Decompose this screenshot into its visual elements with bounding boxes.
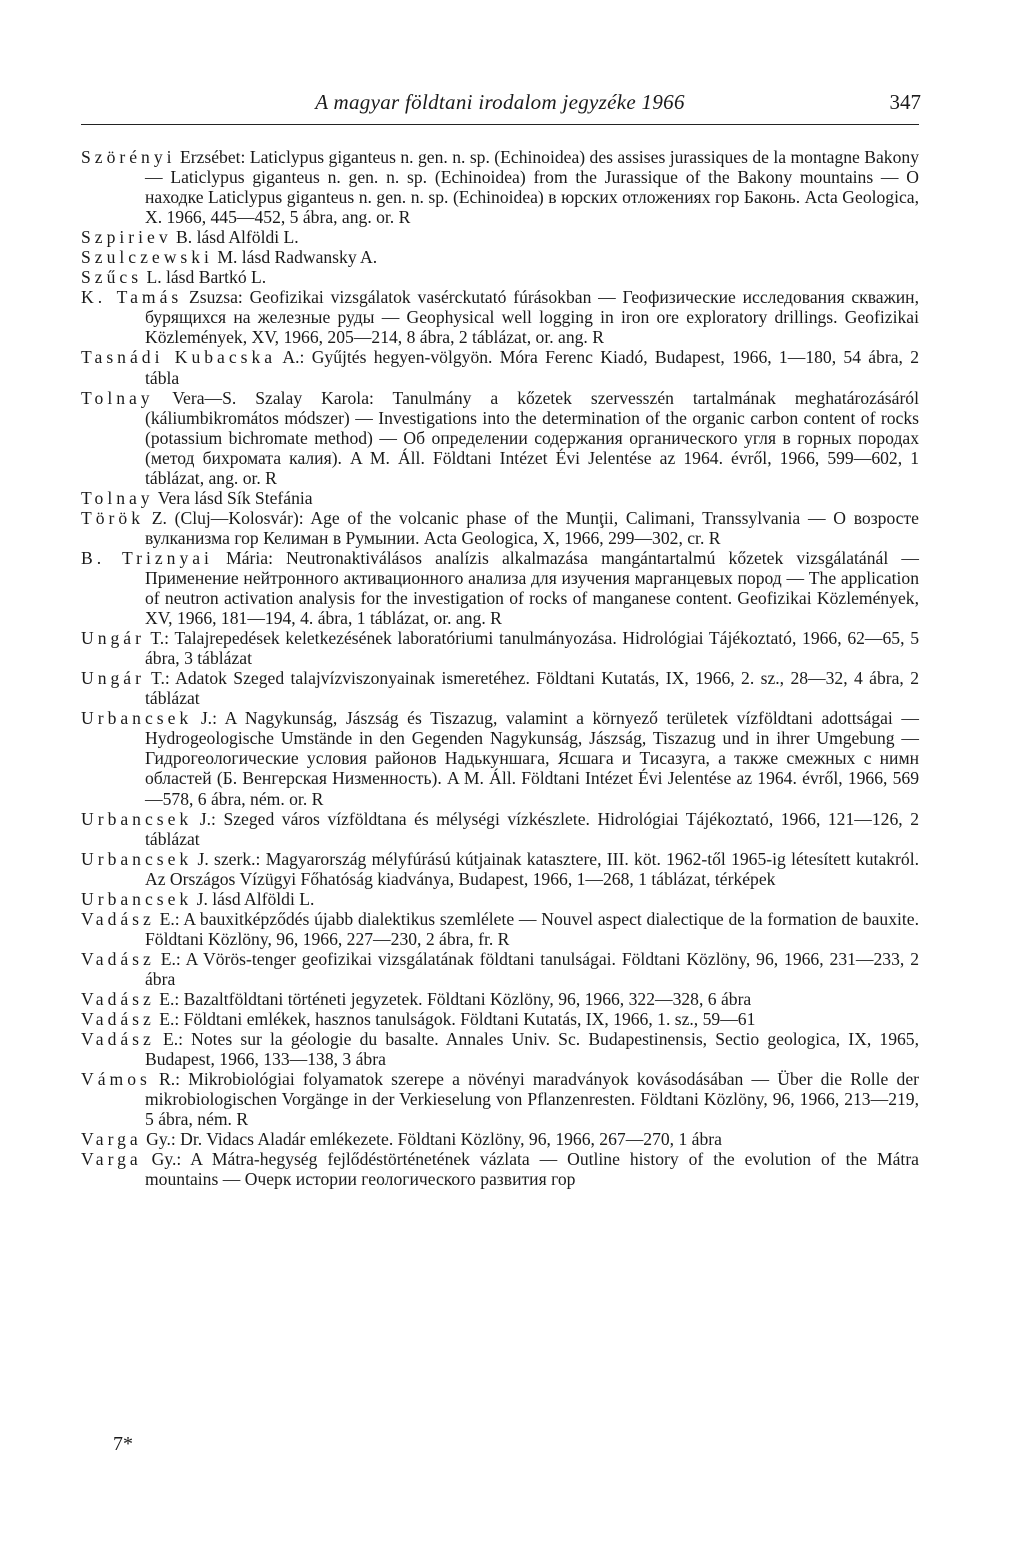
entry-author: Urbancsek: [81, 848, 193, 869]
bibliography-entry: [81, 488, 919, 508]
entry-text: Vera lásd Sík Stefánia: [153, 487, 313, 508]
bibliography-entry: [81, 1149, 919, 1189]
entry-author: Varga: [81, 1129, 142, 1150]
entry-text: L. lásd Bartkó L.: [142, 267, 267, 288]
bibliography-entry: [81, 1129, 919, 1149]
entry-author: Szörényi: [81, 147, 176, 167]
entry-author: Vámos: [81, 1069, 151, 1090]
entry-text: T.: Adatok Szeged talajvízviszonyainak ismeretéhez. Földtani Kutatás, IX, 1966, 2. sz., 28—32, 4 ábra, 2 táblázat: [144, 668, 919, 709]
entry-author: Ungár: [81, 668, 145, 689]
entry-author: Urbancsek: [81, 808, 193, 829]
entry-text: T.: Talajrepedések keletkezésének laboratóriumi tanulmányozása. Hidrológiai Tájékoztató, 1966, 62—65, 5 ábra, 3 táblázat: [144, 628, 919, 669]
bibliography-entry: [81, 889, 919, 909]
entry-text: Gy.: Dr. Vidacs Aladár emlékezete. Földtani Közlöny, 96, 1966, 267—270, 1 ábra: [141, 1129, 722, 1150]
entry-text: Zsuzsa: Geofizikai vizsgálatok vasérckutató fúrásokban — Геофизические исследования скважин, бурящихся на железные руды — Geophysical well logging in iron ore exploratory drillings. Geofizikai Közlemények, XV, 1966, 205—214, 8 ábra, 2 táblázat, or. ang. R: [145, 287, 919, 348]
entry-author: Vadász: [81, 1009, 155, 1030]
bibliography-entry: [81, 508, 919, 548]
entry-text: E.: A bauxitképződés újabb dialektikus szemlélete — Nouvel aspect dialectique de la formation de bauxite. Földtani Közlöny, 96, 1966, 227—230, 2 ábra, fr. R: [145, 908, 919, 949]
bibliography-entry: [81, 909, 919, 949]
entry-text: R.: Mikrobiológiai folyamatok szerepe a növényi maradványok kovásodásában — Über die Rolle der mikrobiologischen Vorgänge in der Verkieselung von Pflanzenresten. Földtani Közlöny, 96, 1966, 213—219, 5 ábra, ném. R: [145, 1069, 919, 1130]
entry-author: Szulczewski: [81, 247, 213, 268]
bibliography-entry: [81, 989, 919, 1009]
bibliography-entry: [81, 267, 919, 287]
bibliography-entry: [81, 287, 919, 347]
entry-author: Ungár: [81, 628, 145, 649]
entry-text: J. lásd Alföldi L.: [192, 888, 315, 909]
bibliography-entry: [81, 247, 919, 267]
signature-mark: 7*: [113, 1433, 133, 1455]
entry-author: Varga: [81, 1149, 142, 1170]
entry-author: Tolnay: [81, 487, 154, 508]
entry-author: Tolnay: [81, 387, 154, 408]
entry-author: Vadász: [81, 988, 155, 1009]
entry-author: Vadász: [81, 908, 155, 929]
entry-author: B. Triznyai: [81, 547, 213, 568]
bibliography-entry: [81, 668, 919, 708]
entry-text: Mária: Neutronaktiválásos analízis alkalmazása mangántartalmú kőzetek vizsgálatánál — Применение нейтронного активационного анализа для изучения марганцевых пород — The application of neutron activation analysis for the investigation of rocks of manganese content. Geofizikai Közlemények, XV, 1966, 181—194, 4. ábra, 1 táblázat, or. ang. R: [145, 547, 919, 629]
entry-text: Erzsébet: Laticlypus giganteus n. gen. n. sp. (Echinoidea) des assises jurassiques de la montagne Bakony — Laticlypus giganteus n. gen. n. sp. (Echinoidea) from the Jurassique of the Bakony mountains — О находке Laticlypus giganteus n. gen. n. sp. (Echinoidea) в юрских отложениях гор Баконь. Acta Geologica, X. 1966, 445—452, 5 ábra, ang. or. R: [145, 147, 919, 228]
bibliography-entry: [81, 1069, 919, 1129]
bibliography-entry: [81, 227, 919, 247]
entry-text: M. lásd Radwansky A.: [212, 247, 378, 268]
entry-author: Török: [81, 507, 144, 528]
bibliography-entry: [81, 147, 919, 227]
entry-text: Vera—S. Szalay Karola: Tanulmány a kőzetek szervesszén tartalmának meghatározásáról (káliumbikromátos módszer) — Investigations into the determination of the organic carbon content of rocks (potassium bichromate method) — Об определении содержания органического угля в горных породах (метод бихромата калия). A M. Áll. Földtani Intézet Évi Jelentése az 1964. évről, 1966, 599—602, 1 táblázat, ang. or. R: [145, 387, 919, 488]
entry-author: Vadász: [81, 948, 155, 969]
entry-text: J.: Szeged város vízföldtana és mélységi vízkészlete. Hidrológiai Tájékoztató, 1966, 121—126, 2 táblázat: [145, 808, 919, 849]
entry-text: E.: Notes sur la géologie du basalte. Annales Univ. Sc. Budapestinensis, Sectio geologica, IX, 1965, Budapest, 1966, 133—138, 3 ábra: [145, 1029, 919, 1070]
bibliography-entry: [81, 849, 919, 889]
entry-author: K. Tamás: [81, 287, 183, 308]
bibliography-entry: [81, 628, 919, 668]
bibliography-entry: [81, 1029, 919, 1069]
bibliography-entry: [81, 1009, 919, 1029]
entry-author: Tasnádi Kubacska: [81, 347, 277, 368]
entry-text: E.: Bazaltföldtani történeti jegyzetek. Földtani Közlöny, 96, 1966, 322—328, 6 ábra: [154, 988, 752, 1009]
entry-text: Z. (Cluj—Kolosvár): Age of the volcanic phase of the Munţii, Calimani, Transsylvania — О возросте вулканизма гор Келиман в Румынии. Acta Geologica, X, 1966, 299—302, cr. R: [144, 507, 919, 548]
bibliography-entry: [81, 949, 919, 989]
bibliography-entry: [81, 548, 919, 628]
bibliography-list: [81, 147, 919, 1189]
entry-author: Szűcs: [81, 267, 143, 288]
entry-text: E.: Földtani emlékek, hasznos tanulságok. Földtani Kutatás, IX, 1966, 1. sz., 59—61: [154, 1009, 756, 1030]
entry-text: Gy.: A Mátra-hegység fejlődéstörténetének vázlata — Outline history of the evolution of the Mátra mountains — Очерк истории геологического развития гор: [141, 1149, 919, 1190]
entry-author: Szpiriev: [81, 227, 172, 248]
entry-text: J.: A Nagykunság, Jászság és Tiszazug, valamint a környező területek vízföldtani adottságai — Hydrogeologische Umstände in den Gegenden Nagykunság, Jászság, Tiszazug und in ihrer Umgebung — Гидрогеологические условия районов Надькуншага, Ясшага и Тисазуга, а также смежных с нимн областей (Б. Венгерская Низменность). A M. Áll. Földtani Intézet Évi Jelentése az 1964. évről, 1966, 569—578, 6 ábra, ném. or. R: [145, 708, 919, 809]
page: [81, 90, 919, 1189]
bibliography-entry: [81, 347, 919, 387]
bibliography-entry: [81, 708, 919, 808]
entry-author: Urbancsek: [81, 888, 193, 909]
running-header: [81, 90, 919, 125]
bibliography-entry: [81, 809, 919, 849]
entry-text: B. lásd Alföldi L.: [171, 227, 299, 248]
entry-author: Urbancsek: [81, 708, 193, 729]
page-number: 347: [889, 90, 921, 114]
entry-author: Vadász: [81, 1029, 155, 1050]
bibliography-entry: [81, 388, 919, 488]
entry-text: E.: A Vörös-tenger geofizikai vizsgálatának földtani tanulságai. Földtani Közlöny, 96, 1966, 231—233, 2 ábra: [145, 948, 919, 989]
running-title: A magyar földtani irodalom jegyzéke 1966: [315, 90, 685, 114]
entry-text: J. szerk.: Magyarország mélyfúrású kútjainak katasztere, III. köt. 1962-től 1965-ig létesített kutakról. Az Országos Vízügyi Főhatóság kiadványa, Budapest, 1966, 1—268, 1 táblázat, térképek: [145, 848, 919, 889]
entry-text: A.: Gyűjtés hegyen-völgyön. Móra Ferenc Kiadó, Budapest, 1966, 1—180, 54 ábra, 2 tábla: [145, 347, 920, 388]
